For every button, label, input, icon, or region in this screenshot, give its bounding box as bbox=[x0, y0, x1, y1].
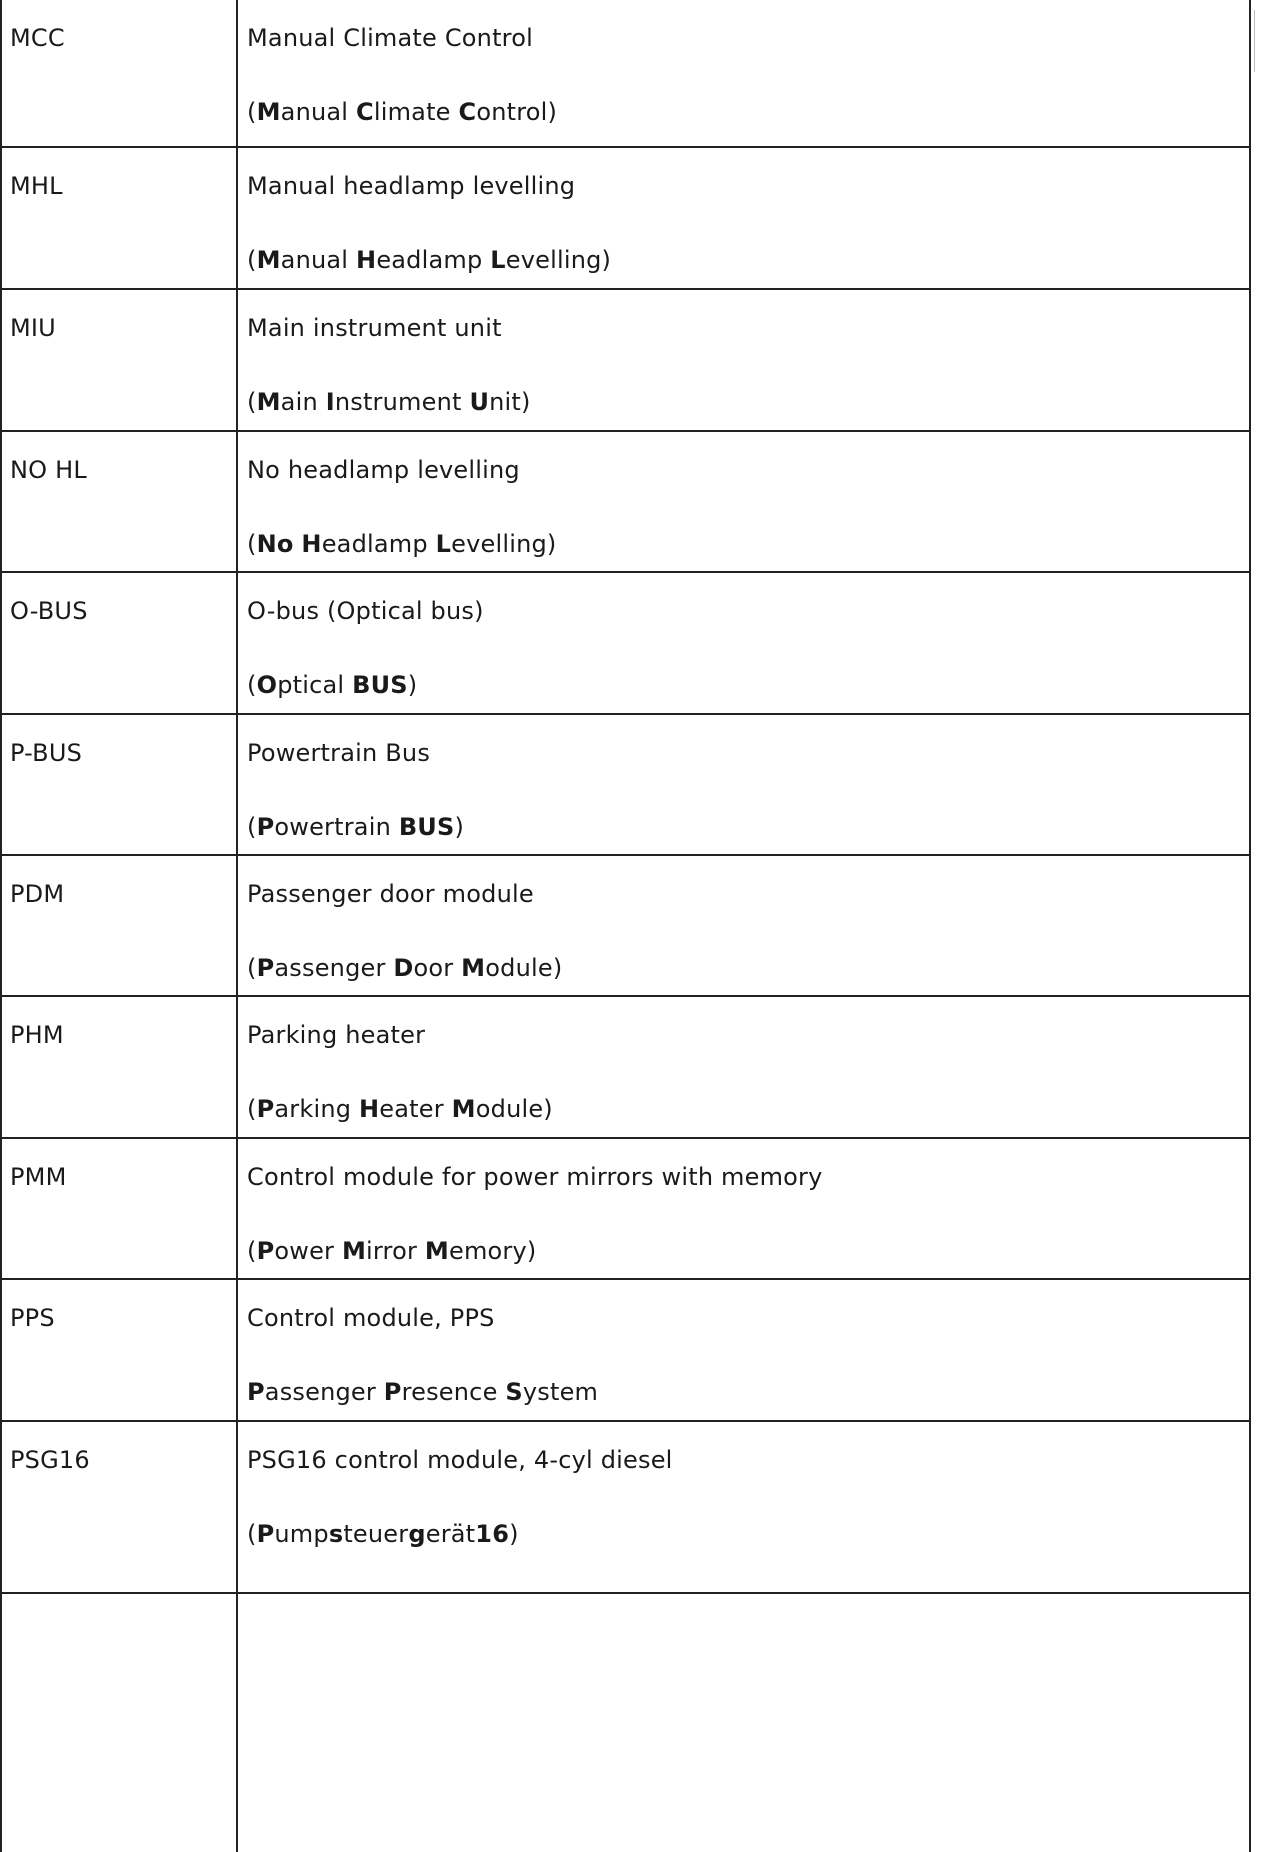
expansion-initial: H bbox=[359, 1095, 380, 1123]
expansion-fragment: arking bbox=[274, 1095, 359, 1123]
expansion-fragment: irror bbox=[366, 1237, 425, 1265]
description-cell bbox=[247, 1021, 1251, 1123]
description-cell bbox=[247, 739, 1251, 841]
expansion-initial: BUS bbox=[398, 813, 455, 841]
expansion-initial: S bbox=[505, 1378, 523, 1406]
expansion-text bbox=[247, 1378, 1251, 1406]
description-cell bbox=[247, 456, 1251, 558]
expansion-fragment: nstrument bbox=[334, 388, 470, 416]
expansion-fragment: nit) bbox=[489, 388, 531, 416]
expansion-fragment: anual bbox=[280, 246, 357, 274]
description-cell bbox=[247, 314, 1251, 416]
expansion-fragment: ( bbox=[247, 1095, 257, 1123]
expansion-fragment: assenger bbox=[264, 1378, 384, 1406]
expansion-initial: P bbox=[256, 954, 275, 982]
description-text: Manual Climate Control bbox=[247, 24, 533, 52]
table-row bbox=[0, 715, 1251, 856]
description-cell bbox=[247, 880, 1251, 982]
expansion-initial: P bbox=[256, 1095, 275, 1123]
description-cell bbox=[247, 24, 1251, 126]
expansion-fragment: ( bbox=[247, 1237, 257, 1265]
expansion-fragment: ( bbox=[247, 246, 257, 274]
expansion-fragment: odule) bbox=[485, 954, 563, 982]
expansion-initial: H bbox=[301, 530, 322, 558]
expansion-fragment: eater bbox=[379, 1095, 452, 1123]
expansion-fragment: odule) bbox=[475, 1095, 553, 1123]
expansion-initial: C bbox=[458, 98, 477, 126]
table-row bbox=[0, 1422, 1251, 1594]
expansion-fragment: oor bbox=[413, 954, 462, 982]
expansion-fragment: erät bbox=[425, 1520, 476, 1548]
expansion-initial: L bbox=[490, 246, 506, 274]
expansion-fragment: ) bbox=[407, 671, 418, 699]
expansion-text bbox=[247, 1095, 1251, 1123]
expansion-initial: BUS bbox=[352, 671, 408, 699]
expansion-fragment: eadlamp bbox=[321, 530, 436, 558]
expansion-fragment: ( bbox=[247, 530, 257, 558]
expansion-fragment: teuer bbox=[343, 1520, 409, 1548]
expansion-text bbox=[247, 1237, 1251, 1265]
description-text: O-bus (Optical bus) bbox=[247, 597, 484, 625]
expansion-fragment: assenger bbox=[274, 954, 394, 982]
expansion-fragment: ( bbox=[247, 1520, 257, 1548]
expansion-initial: H bbox=[356, 246, 377, 274]
expansion-fragment: ystem bbox=[522, 1378, 599, 1406]
expansion-initial: I bbox=[325, 388, 335, 416]
description-cell bbox=[247, 597, 1251, 699]
expansion-text bbox=[247, 98, 1251, 126]
expansion-initial: M bbox=[461, 954, 486, 982]
table-row bbox=[0, 0, 1251, 148]
description-cell bbox=[247, 1163, 1251, 1265]
table-row bbox=[0, 573, 1251, 715]
scan-edge-mark bbox=[1254, 10, 1255, 72]
description-text: Manual headlamp levelling bbox=[247, 172, 576, 200]
description-text: Parking heater bbox=[247, 1021, 426, 1049]
expansion-fragment: ptical bbox=[277, 671, 353, 699]
expansion-fragment: ( bbox=[247, 98, 257, 126]
expansion-fragment: ump bbox=[274, 1520, 329, 1548]
expansion-initial: M bbox=[341, 1237, 367, 1265]
abbreviation-cell: PPS bbox=[10, 1304, 55, 1332]
abbreviation-cell: MCC bbox=[10, 24, 65, 52]
expansion-text bbox=[247, 388, 1251, 416]
expansion-text bbox=[247, 671, 1251, 699]
table-row bbox=[0, 432, 1251, 573]
description-text: Control module, PPS bbox=[247, 1304, 495, 1332]
expansion-fragment: eadlamp bbox=[376, 246, 491, 274]
table-row bbox=[0, 290, 1251, 432]
expansion-fragment: ) bbox=[454, 813, 465, 841]
description-text: Main instrument unit bbox=[247, 314, 502, 342]
expansion-initial: M bbox=[256, 98, 281, 126]
abbreviation-cell: NO HL bbox=[10, 456, 87, 484]
expansion-text bbox=[247, 246, 1251, 274]
expansion-initial: No bbox=[256, 530, 294, 558]
expansion-initial: P bbox=[256, 1237, 275, 1265]
table-row bbox=[0, 1280, 1251, 1422]
expansion-fragment: owertrain bbox=[274, 813, 399, 841]
abbreviation-cell: PDM bbox=[10, 880, 65, 908]
expansion-text bbox=[247, 813, 1251, 841]
abbreviation-cell: P-BUS bbox=[10, 739, 83, 767]
abbreviation-cell: PHM bbox=[10, 1021, 64, 1049]
expansion-fragment: ontrol) bbox=[476, 98, 558, 126]
expansion-fragment: anual bbox=[280, 98, 357, 126]
abbreviation-cell: MHL bbox=[10, 172, 63, 200]
expansion-fragment: ( bbox=[247, 388, 257, 416]
expansion-initial: M bbox=[424, 1237, 449, 1265]
abbreviation-cell: PMM bbox=[10, 1163, 67, 1191]
expansion-initial: g bbox=[408, 1520, 426, 1548]
description-text: No headlamp levelling bbox=[247, 456, 520, 484]
abbreviation-cell: PSG16 bbox=[10, 1446, 90, 1474]
table-row bbox=[0, 1139, 1251, 1280]
expansion-fragment: evelling) bbox=[505, 246, 612, 274]
expansion-fragment: ( bbox=[247, 954, 257, 982]
expansion-initial: s bbox=[328, 1520, 344, 1548]
description-cell bbox=[247, 1304, 1251, 1406]
description-cell bbox=[247, 1446, 1251, 1548]
expansion-initial: P bbox=[256, 813, 275, 841]
expansion-initial: C bbox=[356, 98, 374, 126]
table-row bbox=[0, 856, 1251, 997]
expansion-initial: O bbox=[256, 671, 278, 699]
expansion-initial: P bbox=[383, 1378, 402, 1406]
description-text: Powertrain Bus bbox=[247, 739, 431, 767]
expansion-text bbox=[247, 1520, 1251, 1548]
expansion-fragment: ain bbox=[280, 388, 326, 416]
expansion-fragment: evelling) bbox=[451, 530, 557, 558]
description-text: PSG16 control module, 4-cyl diesel bbox=[247, 1446, 673, 1474]
expansion-fragment: ( bbox=[247, 813, 257, 841]
expansion-initial: P bbox=[256, 1520, 275, 1548]
expansion-fragment: ( bbox=[247, 671, 257, 699]
expansion-initial: M bbox=[256, 246, 281, 274]
expansion-initial: M bbox=[451, 1095, 476, 1123]
table-row bbox=[0, 997, 1251, 1139]
expansion-text bbox=[247, 530, 1251, 558]
expansion-fragment: emory) bbox=[448, 1237, 537, 1265]
expansion-initial: U bbox=[469, 388, 490, 416]
abbreviation-cell: MIU bbox=[10, 314, 56, 342]
expansion-fragment: limate bbox=[373, 98, 459, 126]
description-cell bbox=[247, 172, 1251, 274]
expansion-fragment: ) bbox=[509, 1520, 519, 1548]
expansion-fragment: ower bbox=[274, 1237, 342, 1265]
expansion-initial: P bbox=[247, 1378, 265, 1406]
expansion-initial: D bbox=[393, 954, 414, 982]
expansion-fragment: resence bbox=[401, 1378, 506, 1406]
expansion-initial: M bbox=[256, 388, 281, 416]
abbreviation-cell: O-BUS bbox=[10, 597, 88, 625]
description-text: Control module for power mirrors with memory bbox=[247, 1163, 823, 1191]
expansion-initial: 16 bbox=[475, 1520, 510, 1548]
expansion-initial: L bbox=[435, 530, 452, 558]
table-row bbox=[0, 148, 1251, 290]
description-text: Passenger door module bbox=[247, 880, 534, 908]
expansion-text bbox=[247, 954, 1251, 982]
